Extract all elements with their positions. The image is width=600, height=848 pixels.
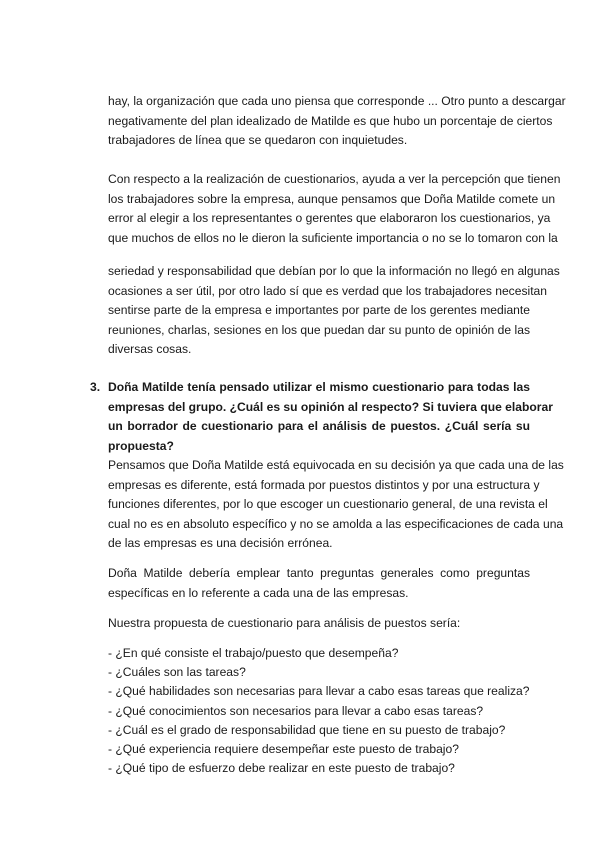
- paragraph-2: [108, 170, 561, 248]
- text-line: seriedad y responsabilidad que debían por lo que la información no llegó en algunas: [108, 264, 560, 278]
- text-line: negativamente del plan idealizado de Matilde es que hubo un porcentaje de ciertos: [108, 113, 553, 128]
- answer-paragraph-2: [108, 564, 530, 603]
- text-line: específicas en lo referente a cada una de las empresas.: [108, 585, 409, 600]
- proposal-intro: [108, 614, 530, 634]
- paragraph-1: [108, 92, 566, 151]
- list-item: - ¿Cuál es el grado de responsabilidad que tiene en su puesto de trabajo?: [108, 722, 506, 737]
- text-line: ocasiones a ser útil, por otro lado sí que es verdad que los trabajadores necesitan: [108, 283, 548, 298]
- answer-paragraph-1: [108, 456, 564, 554]
- text-line: sentirse parte de la empresa e importantes por parte de los gerentes mediante: [108, 303, 530, 317]
- text-line: Con respecto a la realización de cuestionarios, ayuda a ver la percepción que tienen: [108, 172, 561, 186]
- question-number: 3.: [90, 380, 101, 394]
- text-line: propuesta?: [108, 438, 174, 453]
- text-line: Doña Matilde debería emplear tanto preguntas generales como preguntas: [108, 566, 530, 580]
- text-line: Nuestra propuesta de cuestionario para análisis de puestos sería:: [108, 616, 461, 630]
- text-line: empresas del grupo. ¿Cuál es su opinión al respecto? Si tuviera que elaborar: [108, 399, 553, 414]
- text-line: funciones diferentes, por lo que escoger un cuestionario general, de una revista el: [108, 497, 548, 511]
- text-line: diversas cosas.: [108, 342, 192, 356]
- list-item: - ¿Qué habilidades son necesarias para llevar a cabo esas tareas que realiza?: [108, 684, 530, 699]
- question-3-heading: [108, 378, 553, 456]
- text-line: que muchos de ellos no le dieron la suficiente importancia o no se lo tomaron con la: [108, 230, 558, 245]
- text-line: cual no es en absoluto específico y no se amolda a las especificaciones de cada una: [108, 516, 564, 531]
- text-line: reuniones, charlas, sesiones en los que puedan dar su punto de opinión de las: [108, 322, 530, 337]
- text-line: Pensamos que Doña Matilde está equivocada en su decisión ya que cada una de las: [108, 458, 564, 472]
- text-line: de las empresas es una decisión errónea.: [108, 536, 333, 550]
- list-item: - ¿Qué experiencia requiere desempeñar este puesto de trabajo?: [108, 741, 459, 756]
- list-item: - ¿Qué conocimientos son necesarios para llevar a cabo esas tareas?: [108, 703, 484, 718]
- text-line: un borrador de cuestionario para el análisis de puestos. ¿Cuál sería su: [108, 419, 530, 433]
- paragraph-3: [108, 262, 560, 360]
- questionnaire-list: [108, 644, 530, 778]
- text-line: trabajadores de línea que se quedaron con inquietudes.: [108, 133, 408, 147]
- list-item: - ¿En qué consiste el trabajo/puesto que desempeña?: [108, 646, 399, 660]
- list-item: - ¿Cuáles son las tareas?: [108, 665, 246, 680]
- text-line: Doña Matilde tenía pensado utilizar el mismo cuestionario para todas las: [108, 380, 530, 394]
- text-line: hay, la organización que cada uno piensa que corresponde ... Otro punto a descargar: [108, 94, 566, 108]
- text-line: empresas es diferente, está formada por puestos distintos y por una estructura y: [108, 477, 540, 492]
- text-line: los trabajadores sobre la empresa, aunque pensamos que Doña Matilde comete un: [108, 191, 556, 206]
- list-item: - ¿Qué tipo de esfuerzo debe realizar en este puesto de trabajo?: [108, 761, 455, 776]
- text-line: error al elegir a los representantes o gerentes que elaboraron los cuestionarios, ya: [108, 211, 551, 225]
